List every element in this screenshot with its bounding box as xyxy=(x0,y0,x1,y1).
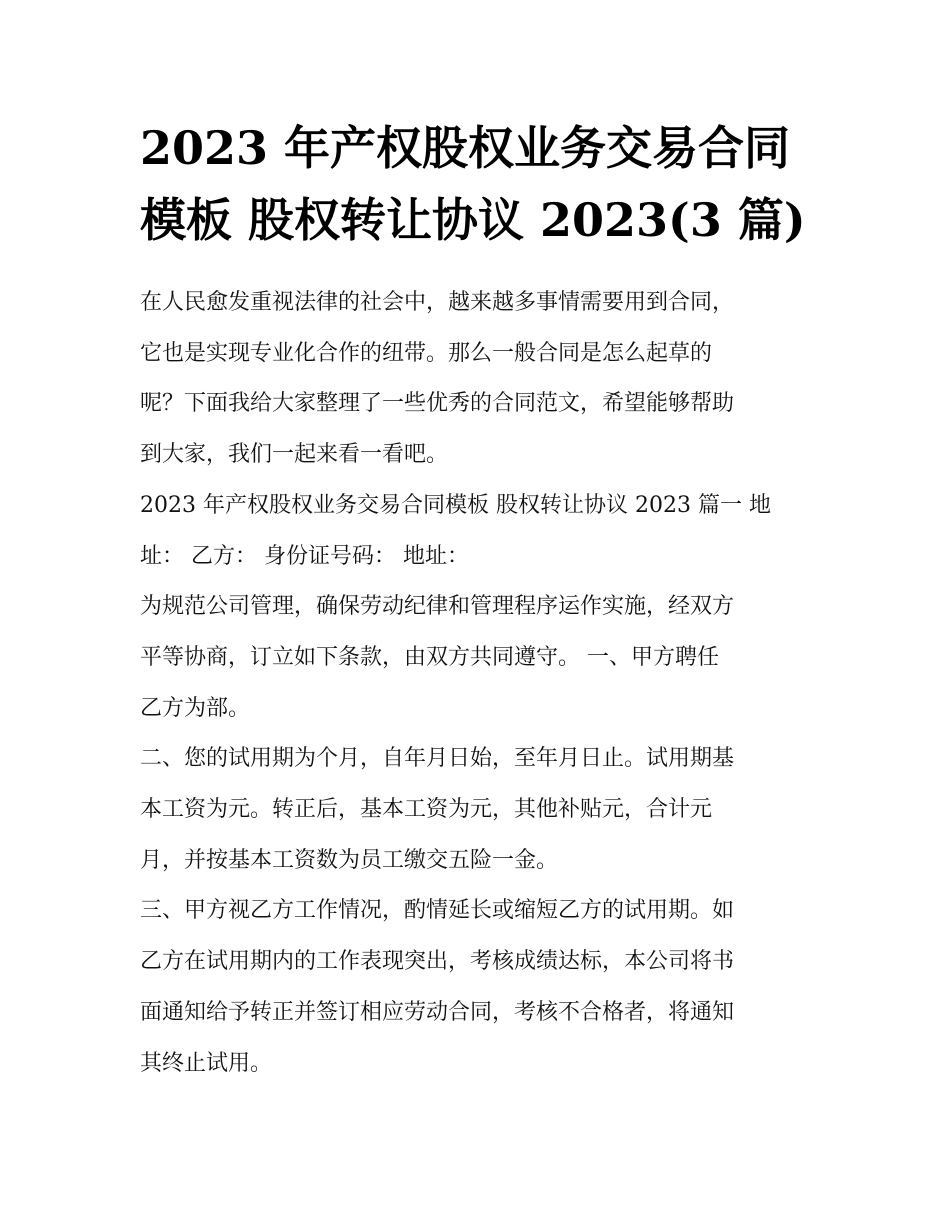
document-title: 2023 年产权股权业务交易合同 模板 股权转让协议 2023(3 篇) xyxy=(140,121,806,247)
document-body xyxy=(140,278,820,1089)
paragraph-clause-2: 二、您的试用期为个月，自年月日始，至年月日止。试用期基 本工资为元。转正后，基本工资为元，其他补贴元，合计元 月，并按基本工资数为员工缴交五险一金。 xyxy=(140,746,735,873)
paragraph-clause-1: 为规范公司管理，确保劳动纪律和管理程序运作实施，经双方 平等协商，订立如下条款，由双方共同遵守。 一、甲方聘任 乙方为部。 xyxy=(140,594,735,721)
paragraph-parties: 2023 年产权股权业务交易合同模板 股权转让协议 2023 篇一 地 址： 乙方： 身份证号码： 地址： xyxy=(140,492,771,569)
paragraph-clause-3: 三、甲方视乙方工作情况，酌情延长或缩短乙方的试用期。如 乙方在试用期内的工作表现突出，考核成绩达标，本公司将书 面通知给予转正并签订相应劳动合同，考核不合格者，将通知 其终止试用。 xyxy=(140,898,735,1076)
paragraph-intro: 在人民愈发重视法律的社会中，越来越多事情需要用到合同， 它也是实现专业化合作的纽带。那么一般合同是怎么起草的 呢？下面我给大家整理了一些优秀的合同范文，希望能够帮助 到大家，我们一起来看一看吧。 xyxy=(140,290,735,468)
